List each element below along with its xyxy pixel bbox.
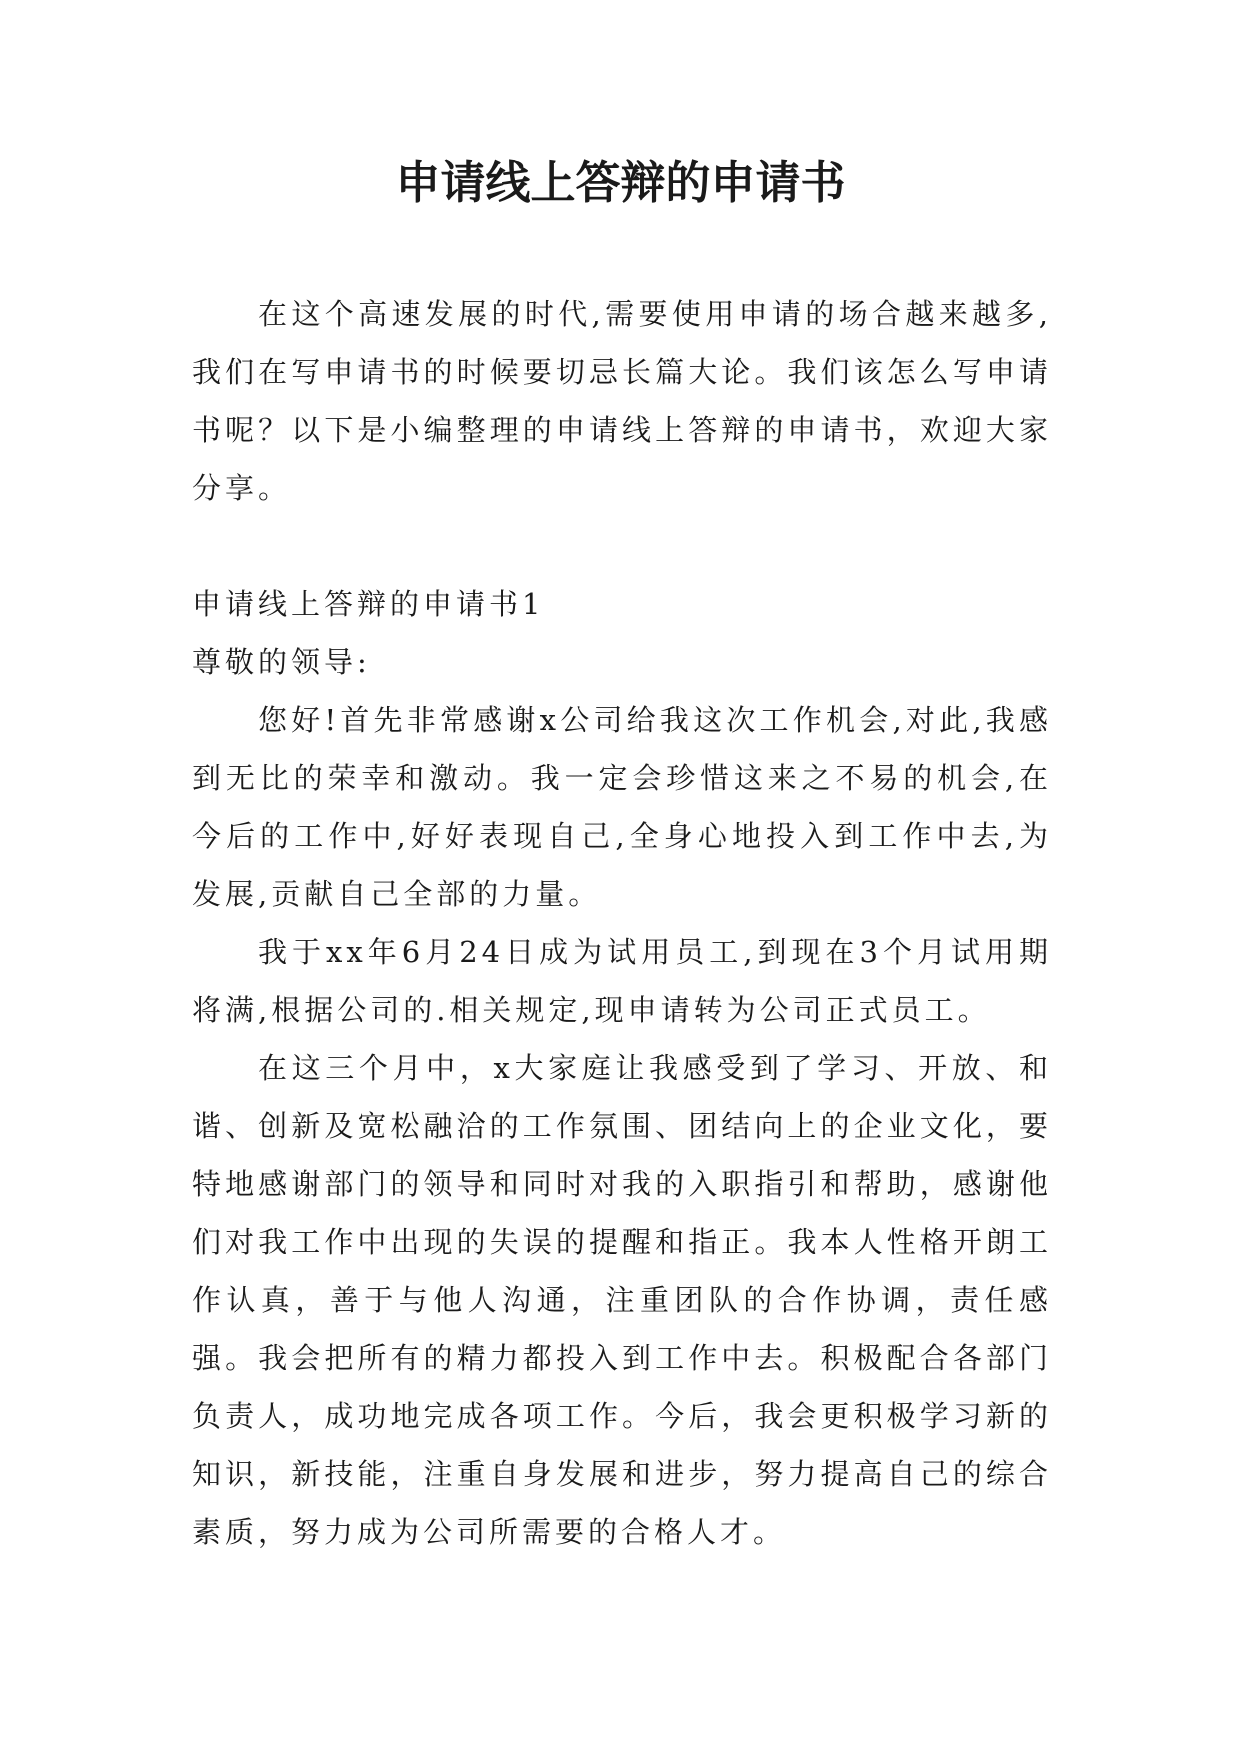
- document-body: [192, 285, 1052, 1561]
- section-heading: 申请线上答辩的申请书1: [192, 587, 545, 621]
- body-paragraph-1: 您好!首先非常感谢x公司给我这次工作机会,对此,我感到无比的荣幸和激动。我一定会珍惜这来之不易的机会,在今后的工作中,好好表现自己,全身心地投入到工作中去,为发展,贡献自己全部的力量。: [192, 703, 1052, 911]
- body-paragraph-3: 在这三个月中，x大家庭让我感受到了学习、开放、和谐、创新及宽松融洽的工作氛围、团结向上的企业文化，要特地感谢部门的领导和同时对我的入职指引和帮助，感谢他们对我工作中出现的失误的提醒和指正。我本人性格开朗工作认真，善于与他人沟通，注重团队的合作协调，责任感强。我会把所有的精力都投入到工作中去。积极配合各部门负责人，成功地完成各项工作。今后，我会更积极学习新的知识，新技能，注重自身发展和进步，努力提高自己的综合素质，努力成为公司所需要的合格人才。: [192, 1051, 1052, 1549]
- intro-paragraph: 在这个高速发展的时代,需要使用申请的场合越来越多,我们在写申请书的时候要切忌长篇大论。我们该怎么写申请书呢？以下是小编整理的申请线上答辩的申请书，欢迎大家分享。: [192, 297, 1052, 505]
- page-title: 申请线上答辩的申请书: [395, 156, 846, 209]
- body-paragraph-2: 我于xx年6月24日成为试用员工,到现在3个月试用期将满,根据公司的.相关规定,现申请转为公司正式员工。: [192, 935, 1052, 1027]
- salutation: 尊敬的领导:: [192, 645, 371, 679]
